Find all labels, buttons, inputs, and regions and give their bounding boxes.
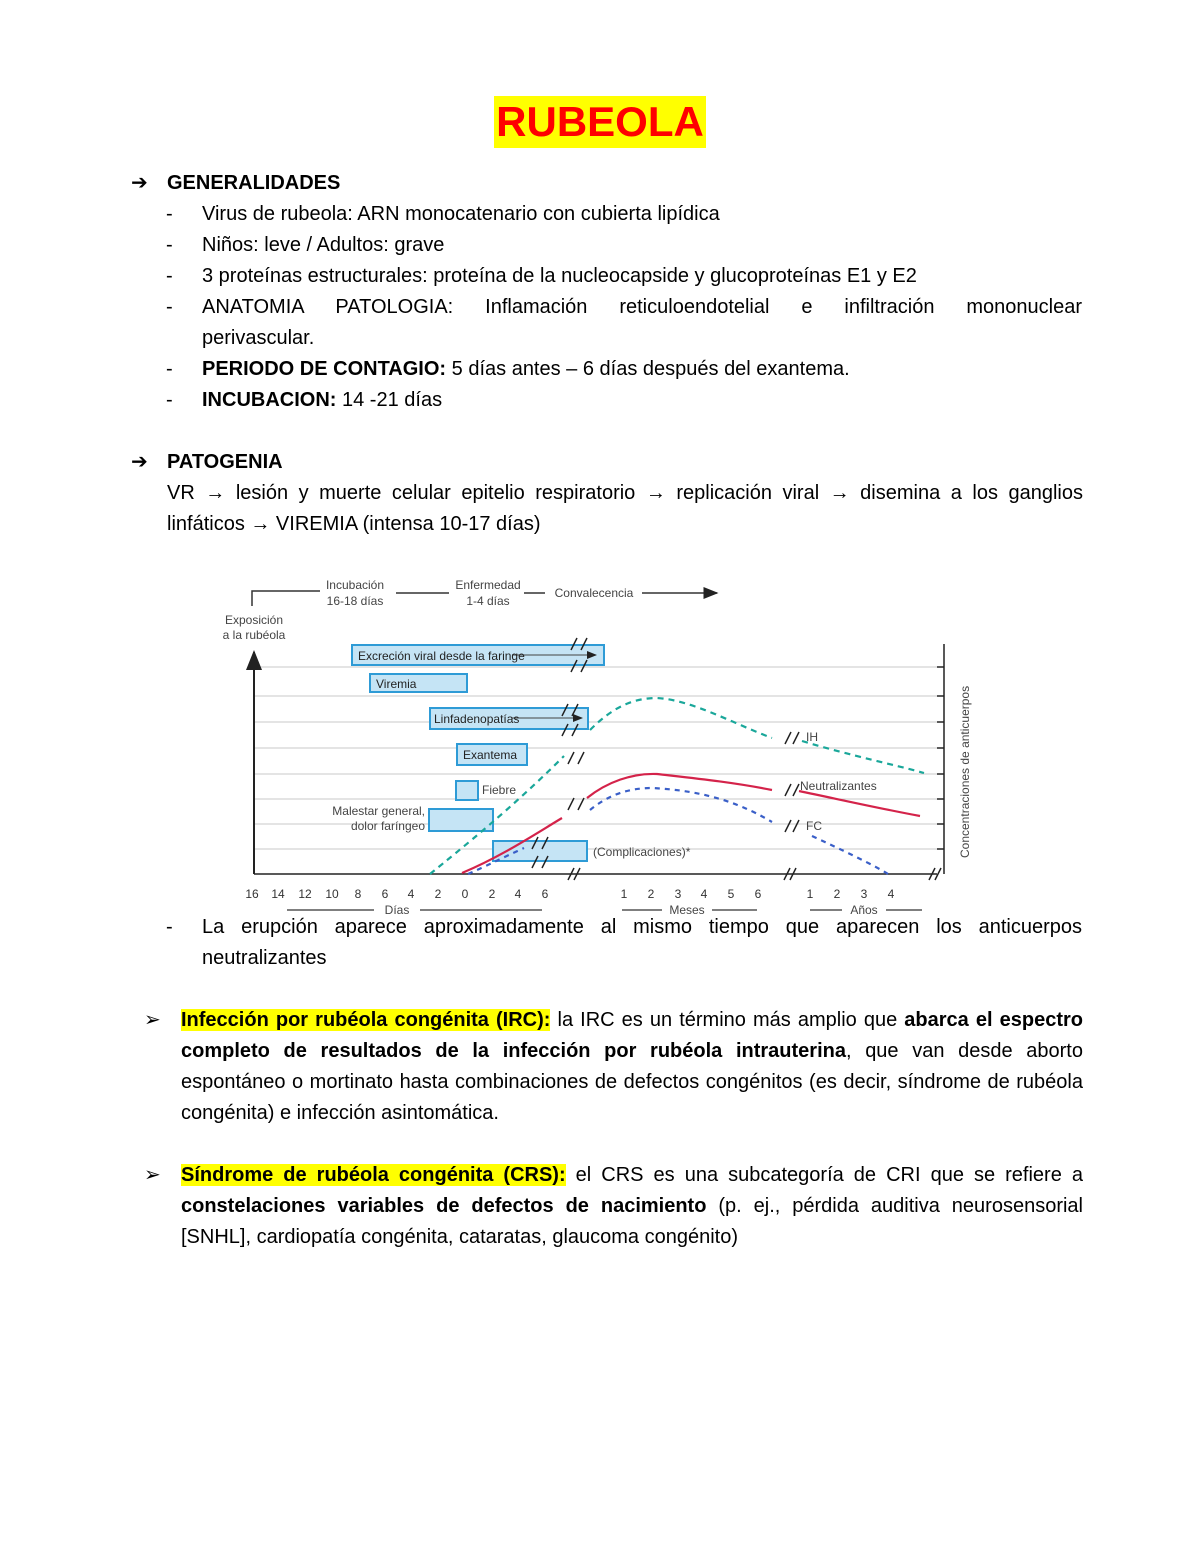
list-item-contagio — [202, 354, 850, 385]
chevron-bullet-icon: ➢ — [144, 1009, 161, 1031]
phase-incubacion-dias: 16-18 días — [326, 594, 384, 608]
section-heading-generalidades: GENERALIDADES — [167, 172, 341, 194]
crs-paragraph — [181, 1160, 1083, 1253]
rubella-timeline-figure — [212, 568, 992, 918]
label-malestar-1: Malestar general, — [332, 804, 425, 818]
exposicion-label-2: a la rubéola — [222, 628, 286, 642]
box-labels — [332, 649, 690, 859]
tick-label: 2 — [488, 887, 496, 901]
tick-label: 1 — [620, 887, 628, 901]
contagio-label: PERIODO DE CONTAGIO: — [202, 358, 447, 380]
dash-bullet: - — [166, 265, 173, 287]
section-heading-patogenia: PATOGENIA — [167, 451, 283, 473]
dash-bullet: - — [166, 234, 173, 256]
tick-label: 4 — [700, 887, 708, 901]
list-item-anatomia-cont: perivascular. — [202, 327, 315, 349]
erupcion-line-1: La erupción aparece aproximadamente al mismo tiempo que aparecen los anticuerpos — [202, 916, 1082, 938]
patogenia-line-1: VR → lesión y muerte celular epitelio respiratorio → replicación viral → disemina a los ganglios — [167, 482, 1083, 504]
curve-ih-peak — [590, 698, 772, 738]
curve-label-ih: IH — [806, 730, 818, 744]
list-item: Virus de rubeola: ARN monocatenario con cubierta lipídica — [202, 203, 720, 225]
irc-text-2: , que van desde aborto espontáneo o mortinato hasta combinaciones de defectos congénitos (es decir, síndrome de rubéola congénita) e infección asintomática. — [181, 1040, 1083, 1124]
label-excrecion: Excreción viral desde la faringe — [358, 649, 525, 663]
label-exantema: Exantema — [463, 748, 518, 762]
arrow-bullet-icon: ➔ — [131, 172, 148, 194]
list-item-anatomia: ANATOMIA PATOLOGIA: Inflamación reticuloendotelial e infiltración mononuclear — [202, 296, 1082, 318]
curve-label-fc: FC — [806, 819, 822, 833]
crs-text-1: el CRS es una subcategoría de CRI que se refiere a — [565, 1164, 1083, 1186]
tick-label: 4 — [887, 887, 895, 901]
right-axis-ticks — [937, 667, 944, 849]
axis-label-meses: Meses — [669, 903, 705, 917]
incubacion-label: INCUBACION: — [202, 389, 337, 411]
curve-ih-decline — [802, 741, 924, 773]
tick-label: 2 — [434, 887, 442, 901]
list-item-incubacion — [202, 385, 442, 416]
label-complicaciones: (Complicaciones)* — [593, 845, 691, 859]
crs-text-2: (p. ej., pérdida auditiva neurosensorial [SNHL], cardiopatía congénita, cataratas, glaucoma congénito) — [181, 1195, 1083, 1248]
tick-label: 14 — [271, 887, 285, 901]
box-malestar — [429, 809, 493, 831]
axis-label-anos: Años — [850, 903, 878, 917]
curve-label-neutralizantes: Neutralizantes — [800, 779, 877, 793]
tick-label: 2 — [833, 887, 841, 901]
tick-label: 4 — [514, 887, 522, 901]
page-title-wrap — [0, 96, 1200, 148]
tick-label: 1 — [806, 887, 814, 901]
crs-bold: constelaciones variables de defectos de nacimiento — [181, 1195, 707, 1217]
dash-bullet: - — [166, 389, 173, 411]
tick-label: 6 — [541, 887, 549, 901]
list-item: 3 proteínas estructurales: proteína de la nucleocapside y glucoproteínas E1 y E2 — [202, 265, 917, 287]
crs-label: Síndrome de rubéola congénita (CRS): — [181, 1164, 566, 1186]
tick-label: 2 — [647, 887, 655, 901]
label-malestar-2: dolor faríngeo — [350, 819, 425, 833]
tick-label: 5 — [727, 887, 735, 901]
tick-label: 3 — [674, 887, 682, 901]
label-viremia: Viremia — [376, 677, 417, 691]
tick-label: 4 — [407, 887, 415, 901]
arrow-bullet-icon: ➔ — [131, 451, 148, 473]
irc-label: Infección por rubéola congénita (IRC): — [181, 1009, 551, 1031]
dash-bullet: - — [166, 296, 173, 318]
patogenia-line-2: linfáticos → VIREMIA (intensa 10-17 días) — [167, 513, 541, 535]
irc-text-1: la IRC es un término más amplio que — [550, 1009, 905, 1031]
phase-convalecencia: Convalecencia — [554, 586, 634, 600]
tick-label: 6 — [381, 887, 389, 901]
dash-bullet: - — [166, 916, 173, 938]
page-title: RUBEOLA — [494, 96, 706, 148]
y-axis-label: Concentraciones de anticuerpos — [958, 685, 972, 858]
label-fiebre: Fiebre — [482, 783, 517, 797]
curve-fc-peak — [590, 788, 772, 822]
tick-label: 10 — [325, 887, 339, 901]
box-break-marks — [532, 638, 587, 868]
phase-incubacion: Incubación — [325, 578, 385, 592]
incubacion-value: 14 -21 días — [336, 389, 443, 411]
curve-neutralizantes-decline — [799, 791, 920, 816]
curve-fc-decline — [812, 836, 888, 874]
dash-bullet: - — [166, 203, 173, 225]
curve-neutralizantes-peak — [587, 774, 772, 798]
chevron-bullet-icon: ➢ — [144, 1164, 161, 1186]
irc-paragraph — [181, 1005, 1083, 1129]
tick-label: 3 — [860, 887, 868, 901]
label-linfadenopatias: Linfadenopatías — [434, 712, 520, 726]
box-fiebre — [456, 781, 478, 800]
tick-label: 0 — [461, 887, 469, 901]
exposicion-label-1: Exposición — [224, 613, 284, 627]
tick-label: 16 — [245, 887, 259, 901]
phase-bracket-left — [252, 591, 320, 606]
erupcion-line-2: neutralizantes — [202, 947, 327, 969]
irc-bold: abarca el espectro completo de resultados de la infección por rubéola intrauterina — [181, 1009, 1083, 1062]
contagio-value: 5 días antes – 6 días después del exantema. — [446, 358, 850, 380]
phase-enfermedad: Enfermedad — [455, 578, 521, 592]
list-item: Niños: leve / Adultos: grave — [202, 234, 445, 256]
tick-label: 6 — [754, 887, 762, 901]
phase-enfermedad-dias: 1-4 días — [466, 594, 510, 608]
tick-label: 8 — [354, 887, 362, 901]
axis-label-dias: Días — [384, 903, 410, 917]
x-ticks — [245, 887, 894, 901]
dash-bullet: - — [166, 358, 173, 380]
tick-label: 12 — [298, 887, 312, 901]
